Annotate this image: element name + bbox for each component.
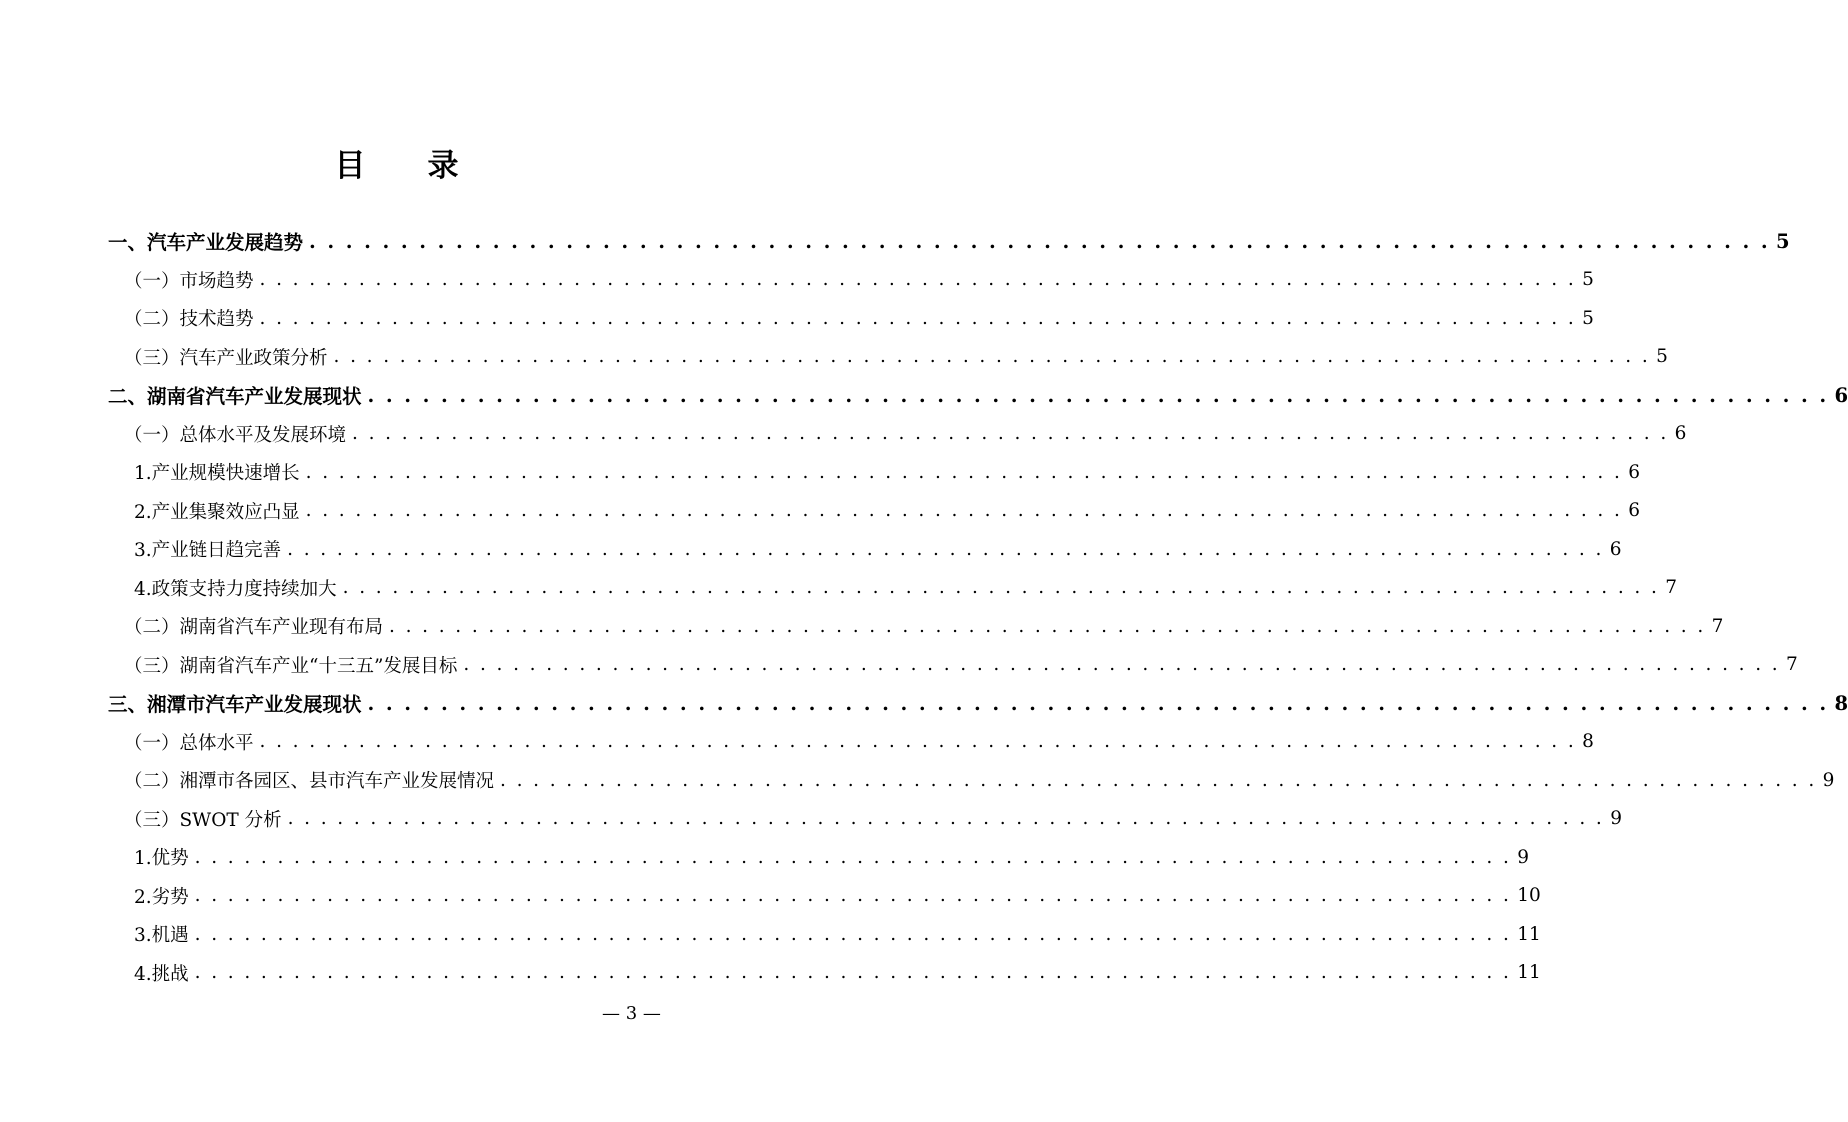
toc-entry-label: 2.劣势 — [134, 883, 195, 909]
toc-entry-label: 4.挑战 — [134, 960, 195, 986]
toc-entry[interactable] — [0, 877, 1541, 916]
toc-leader-dots: . . . . . . . . . . . . . . . . . . . . . . . . . . . . . . . . . . . . . . . . . . . . . . . . . . . . . . . . . . . . . . . . . . . . . . . . . . . . . . . . — [305, 500, 1623, 522]
toc-entry-page-number: 11 — [1517, 962, 1541, 984]
toc-entry[interactable] — [0, 299, 1594, 338]
title-char-2: 录 — [427, 148, 459, 184]
toc-entry-page-number: 5 — [1582, 269, 1594, 291]
toc-entry-label: 2.产业集聚效应凸显 — [134, 498, 306, 524]
toc-entry[interactable] — [0, 415, 1687, 454]
toc-entry-page-number: 10 — [1517, 885, 1541, 907]
toc-entry[interactable] — [0, 646, 1798, 685]
toc-leader-dots: . . . . . . . . . . . . . . . . . . . . . . . . . . . . . . . . . . . . . . . . . . . . . . . . . . . . . . . . . . . . . . . . . . . . . . . . . . . . . . . . — [305, 461, 1623, 483]
toc-entry-label: 1.产业规模快速增长 — [134, 459, 306, 485]
toc-entry[interactable] — [0, 530, 1622, 569]
toc-entry[interactable] — [0, 684, 1848, 723]
toc-leader-dots: . . . . . . . . . . . . . . . . . . . . . . . . . . . . . . . . . . . . . . . . . . . . . . . . . . . . . . . . . . . . . . . . . . . . . . . . . . . . . . . . — [259, 269, 1577, 291]
toc-entry-label: （一）市场趋势 — [124, 267, 260, 293]
toc-entry-page-number: 7 — [1786, 654, 1798, 676]
toc-entry[interactable] — [0, 800, 1622, 839]
toc-entry-page-number: 8 — [1834, 691, 1848, 715]
toc-entry-page-number: 6 — [1628, 500, 1641, 522]
toc-entry-label: （一）总体水平及发展环境 — [124, 421, 352, 447]
toc-entry[interactable] — [0, 607, 1724, 646]
toc-entry-page-number: 8 — [1582, 731, 1594, 753]
toc-entry-label: （二）湘潭市各园区、县市汽车产业发展情况 — [124, 767, 500, 793]
toc-leader-dots: . . . . . . . . . . . . . . . . . . . . . . . . . . . . . . . . . . . . . . . . . . . . . . . . . . . . . . . . . . . . . . . . . . . . . . . . . . . . . . . . — [367, 383, 1829, 407]
toc-entry[interactable] — [0, 569, 1678, 608]
title-char-1: 目 — [334, 148, 366, 184]
toc-entry[interactable] — [0, 492, 1641, 531]
toc-entry-label: （二）湖南省汽车产业现有布局 — [124, 613, 389, 639]
toc-entry-label: 一、汽车产业发展趋势 — [108, 227, 309, 255]
toc-entry[interactable] — [0, 376, 1848, 415]
toc-entry[interactable] — [0, 761, 1835, 800]
toc-entry[interactable] — [0, 453, 1641, 492]
toc-entry-page-number: 6 — [1834, 383, 1848, 407]
toc-leader-dots: . . . . . . . . . . . . . . . . . . . . . . . . . . . . . . . . . . . . . . . . . . . . . . . . . . . . . . . . . . . . . . . . . . . . . . . . . . . . . . . . — [367, 691, 1829, 715]
toc-entry-page-number: 9 — [1822, 769, 1835, 791]
toc-leader-dots: . . . . . . . . . . . . . . . . . . . . . . . . . . . . . . . . . . . . . . . . . . . . . . . . . . . . . . . . . . . . . . . . . . . . . . . . . . . . . . . . — [287, 538, 1604, 560]
toc-leader-dots: . . . . . . . . . . . . . . . . . . . . . . . . . . . . . . . . . . . . . . . . . . . . . . . . . . . . . . . . . . . . . . . . . . . . . . . . . . . . . . . . — [342, 577, 1660, 599]
toc-entry[interactable] — [0, 222, 1790, 261]
toc-leader-dots: . . . . . . . . . . . . . . . . . . . . . . . . . . . . . . . . . . . . . . . . . . . . . . . . . . . . . . . . . . . . . . . . . . . . . . . . . . . . . . . . — [389, 615, 1706, 637]
table-of-contents — [0, 222, 1848, 992]
toc-leader-dots: . . . . . . . . . . . . . . . . . . . . . . . . . . . . . . . . . . . . . . . . . . . . . . . . . . . . . . . . . . . . . . . . . . . . . . . . . . . . . . . . — [333, 346, 1651, 368]
toc-entry[interactable] — [0, 261, 1594, 300]
toc-entry-label: （三）汽车产业政策分析 — [124, 344, 334, 370]
toc-entry-page-number: 5 — [1776, 229, 1790, 253]
toc-entry[interactable] — [0, 838, 1530, 877]
toc-entry-label: 3.产业链日趋完善 — [134, 536, 287, 562]
toc-entry-page-number: 5 — [1582, 307, 1594, 329]
toc-entry-label: 1.优势 — [134, 844, 195, 870]
toc-entry-page-number: 5 — [1656, 346, 1668, 368]
toc-entry-label: 三、湘潭市汽车产业发展现状 — [108, 689, 368, 717]
toc-entry-label: 4.政策支持力度持续加大 — [134, 575, 343, 601]
toc-leader-dots: . . . . . . . . . . . . . . . . . . . . . . . . . . . . . . . . . . . . . . . . . . . . . . . . . . . . . . . . . . . . . . . . . . . . . . . . . . . . . . . . — [309, 229, 1771, 253]
toc-entry-label: 3.机遇 — [134, 921, 195, 947]
toc-entry[interactable] — [0, 915, 1541, 954]
toc-entry-label: （二）技术趋势 — [124, 305, 260, 331]
toc-entry[interactable] — [0, 954, 1541, 993]
toc-entry-page-number: 6 — [1628, 461, 1641, 483]
toc-entry-page-number: 6 — [1674, 423, 1687, 445]
toc-leader-dots: . . . . . . . . . . . . . . . . . . . . . . . . . . . . . . . . . . . . . . . . . . . . . . . . . . . . . . . . . . . . . . . . . . . . . . . . . . . . . . . . — [194, 846, 1512, 868]
toc-entry-label: （一）总体水平 — [124, 729, 260, 755]
toc-entry[interactable] — [0, 723, 1594, 762]
toc-leader-dots: . . . . . . . . . . . . . . . . . . . . . . . . . . . . . . . . . . . . . . . . . . . . . . . . . . . . . . . . . . . . . . . . . . . . . . . . . . . . . . . . — [259, 731, 1577, 753]
toc-entry-page-number: 7 — [1665, 577, 1678, 599]
toc-leader-dots: . . . . . . . . . . . . . . . . . . . . . . . . . . . . . . . . . . . . . . . . . . . . . . . . . . . . . . . . . . . . . . . . . . . . . . . . . . . . . . . . — [287, 808, 1605, 830]
toc-entry-page-number: 6 — [1609, 538, 1622, 560]
toc-entry-page-number: 7 — [1711, 615, 1724, 637]
toc-leader-dots: . . . . . . . . . . . . . . . . . . . . . . . . . . . . . . . . . . . . . . . . . . . . . . . . . . . . . . . . . . . . . . . . . . . . . . . . . . . . . . . . — [194, 923, 1512, 945]
toc-leader-dots: . . . . . . . . . . . . . . . . . . . . . . . . . . . . . . . . . . . . . . . . . . . . . . . . . . . . . . . . . . . . . . . . . . . . . . . . . . . . . . . . — [463, 654, 1781, 676]
toc-leader-dots: . . . . . . . . . . . . . . . . . . . . . . . . . . . . . . . . . . . . . . . . . . . . . . . . . . . . . . . . . . . . . . . . . . . . . . . . . . . . . . . . — [500, 769, 1817, 791]
toc-entry-page-number: 11 — [1517, 923, 1541, 945]
toc-entry-label: （三）湖南省汽车产业“十三五”发展目标 — [124, 652, 463, 678]
toc-entry[interactable] — [0, 338, 1668, 377]
toc-entry-label: （三）SWOT 分析 — [124, 806, 288, 832]
toc-leader-dots: . . . . . . . . . . . . . . . . . . . . . . . . . . . . . . . . . . . . . . . . . . . . . . . . . . . . . . . . . . . . . . . . . . . . . . . . . . . . . . . . — [194, 885, 1512, 907]
toc-leader-dots: . . . . . . . . . . . . . . . . . . . . . . . . . . . . . . . . . . . . . . . . . . . . . . . . . . . . . . . . . . . . . . . . . . . . . . . . . . . . . . . . — [194, 962, 1512, 984]
toc-leader-dots: . . . . . . . . . . . . . . . . . . . . . . . . . . . . . . . . . . . . . . . . . . . . . . . . . . . . . . . . . . . . . . . . . . . . . . . . . . . . . . . . — [259, 307, 1577, 329]
page-title — [0, 140, 793, 185]
toc-entry-label: 二、湖南省汽车产业发展现状 — [108, 381, 368, 409]
toc-entry-page-number: 9 — [1517, 846, 1530, 868]
toc-leader-dots: . . . . . . . . . . . . . . . . . . . . . . . . . . . . . . . . . . . . . . . . . . . . . . . . . . . . . . . . . . . . . . . . . . . . . . . . . . . . . . . . — [352, 423, 1669, 445]
page-number-footer: — 3 — — [602, 1003, 661, 1024]
toc-entry-page-number: 9 — [1610, 808, 1622, 830]
